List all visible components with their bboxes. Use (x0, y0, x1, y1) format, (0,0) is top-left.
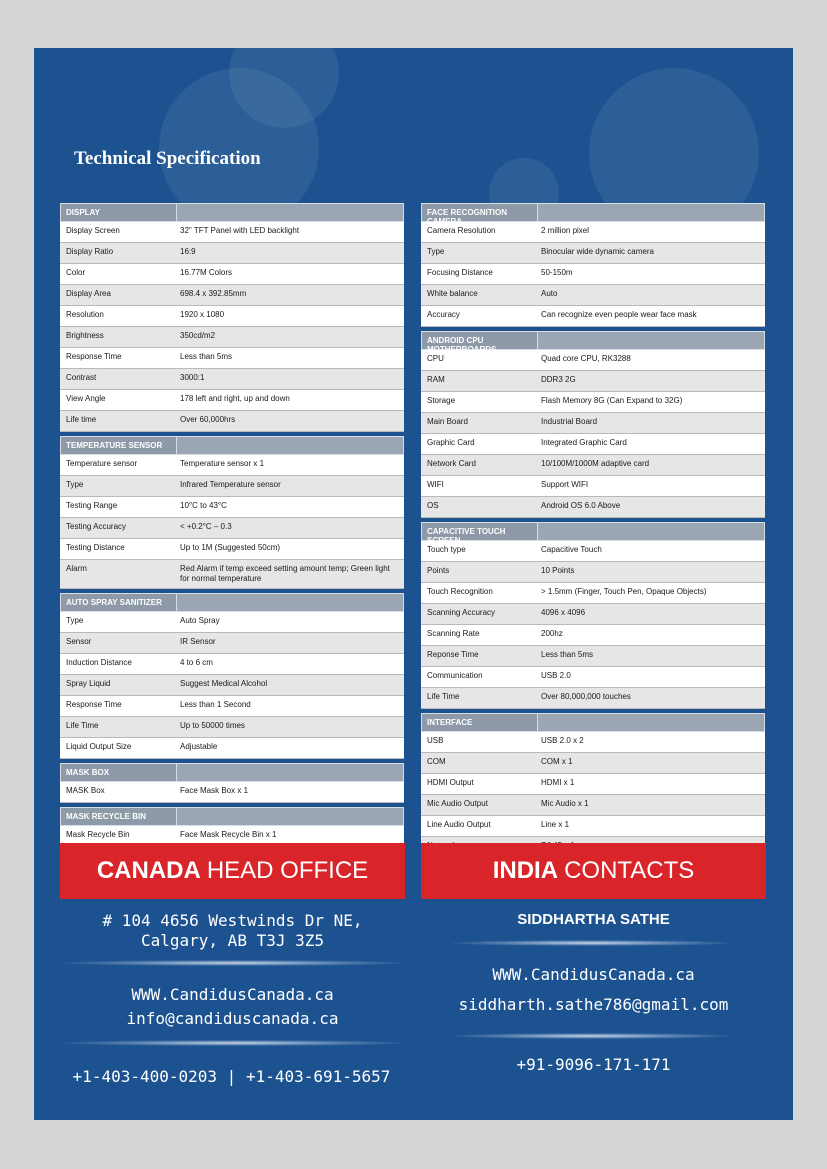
spec-row (60, 633, 404, 654)
spec-value: > 1.5mm (Finger, Touch Pen, Opaque Objects) (541, 587, 707, 596)
spec-value: 3000:1 (180, 373, 205, 382)
spec-value: 178 left and right, up and down (180, 394, 290, 403)
spec-row (421, 562, 765, 583)
spec-value: Face Mask Recycle Bin x 1 (180, 830, 277, 839)
divider-glow (451, 1033, 731, 1039)
section-title: TEMPERATURE SENSOR (61, 437, 177, 454)
spec-label: Response Time (66, 352, 122, 361)
section-header (60, 436, 404, 455)
spec-value: 16:9 (180, 247, 196, 256)
spec-label: Testing Accuracy (66, 522, 127, 531)
spec-value: Adjustable (180, 742, 218, 751)
spec-row (60, 455, 404, 476)
spec-value: 1920 x 1080 (180, 310, 225, 319)
spec-row (421, 285, 765, 306)
spec-label: Response Time (66, 700, 122, 709)
spec-row (421, 222, 765, 243)
spec-label: Testing Distance (66, 543, 125, 552)
spec-label: Mask Recycle Bin (66, 830, 130, 839)
section-title: INTERFACE (422, 714, 538, 731)
canada-address (60, 911, 405, 951)
spec-label: Scanning Accuracy (427, 608, 496, 617)
spec-label: Resolution (66, 310, 104, 319)
spec-value: 16.77M Colors (180, 268, 233, 277)
spec-label: Spray Liquid (66, 679, 111, 688)
spec-section (60, 436, 404, 589)
section-title: FACE RECOGNITION CAMERA (422, 204, 538, 221)
spec-section (421, 522, 765, 709)
spec-label: Points (427, 566, 450, 575)
spec-label: Touch Recognition (427, 587, 493, 596)
spec-value: USB 2.0 x 2 (541, 736, 584, 745)
spec-value: Up to 1M (Suggested 50cm) (180, 543, 281, 552)
spec-row (421, 497, 765, 518)
spec-label: OS (427, 501, 439, 510)
spec-label: CPU (427, 354, 444, 363)
spec-row (421, 795, 765, 816)
spec-label: Reponse Time (427, 650, 479, 659)
india-web-email (421, 960, 766, 1020)
spec-value: Binocular wide dynamic camera (541, 247, 654, 256)
spec-label: MASK Box (66, 786, 105, 795)
spec-row (60, 264, 404, 285)
spec-row (421, 350, 765, 371)
spec-value: 2 million pixel (541, 226, 590, 235)
section-header (60, 807, 404, 826)
spec-label: Touch type (427, 545, 466, 554)
section-title: MASK RECYCLE BIN (61, 808, 177, 825)
spec-row (60, 327, 404, 348)
spec-value: 50-150m (541, 268, 573, 277)
spec-value: Temperature sensor x 1 (180, 459, 265, 468)
spec-section (421, 713, 765, 858)
spec-value: < +0.2°C – 0.3 (180, 522, 232, 531)
spec-row (60, 560, 404, 589)
section-title: AUTO SPRAY SANITIZER (61, 594, 177, 611)
spec-value: Support WIFI (541, 480, 589, 489)
spec-value: Mic Audio x 1 (541, 799, 589, 808)
banner-bold: INDIA (492, 857, 559, 884)
spec-label: Testing Range (66, 501, 118, 510)
section-header (60, 763, 404, 782)
section-header-blank (177, 204, 403, 221)
spec-row (421, 732, 765, 753)
spec-value: Less than 1 Second (180, 700, 251, 709)
spec-row (60, 390, 404, 411)
canada-website-link[interactable]: WWW.CandidusCanada.ca (131, 985, 334, 1004)
spec-row (421, 753, 765, 774)
spec-row (60, 222, 404, 243)
section-title: ANDROID CPU MOTHERBOARDS (422, 332, 538, 349)
spec-label: Line Audio Output (427, 820, 491, 829)
spec-value: Face Mask Box x 1 (180, 786, 249, 795)
spec-row (421, 541, 765, 562)
spec-section (60, 203, 404, 432)
spec-section (60, 807, 404, 847)
spec-value: COM x 1 (541, 757, 573, 766)
spec-value: Industrial Board (541, 417, 598, 426)
spec-row (421, 306, 765, 327)
right-spec-column (421, 203, 765, 862)
canada-phone[interactable]: +1-403-400-0203 | +1-403-691-5657 (72, 1067, 391, 1086)
address-line-2: Calgary, AB T3J 3Z5 (140, 931, 325, 950)
spec-label: COM (427, 757, 446, 766)
spec-label: Color (66, 268, 86, 277)
spec-value: Line x 1 (541, 820, 570, 829)
section-header (421, 203, 765, 226)
spec-value: Less than 5ms (180, 352, 233, 361)
spec-value: IR Sensor (180, 637, 216, 646)
divider-glow (451, 940, 731, 946)
spec-section (60, 763, 404, 803)
spec-row (421, 816, 765, 837)
spec-row (421, 455, 765, 476)
spec-row (60, 717, 404, 738)
spec-row (60, 348, 404, 369)
spec-label: Focusing Distance (427, 268, 493, 277)
spec-label: Alarm (66, 564, 87, 573)
india-email-link[interactable]: siddharth.sathe786@gmail.com (458, 995, 729, 1014)
spec-row (60, 285, 404, 306)
spec-label: Main Board (427, 417, 468, 426)
spec-label: Graphic Card (427, 438, 475, 447)
spec-row (60, 411, 404, 432)
spec-label: Scanning Rate (427, 629, 480, 638)
spec-label: USB (427, 736, 444, 745)
spec-label: Storage (427, 396, 456, 405)
spec-row (60, 306, 404, 327)
spec-section (421, 331, 765, 518)
india-contact-name: SIDDHARTHA SATHE (517, 911, 670, 928)
spec-label: Network Card (427, 459, 476, 468)
spec-row (60, 518, 404, 539)
spec-row (421, 371, 765, 392)
section-title: DISPLAY (61, 204, 177, 221)
spec-row (60, 369, 404, 390)
spec-value: 4096 x 4096 (541, 608, 586, 617)
section-header (421, 331, 765, 354)
spec-row (421, 434, 765, 455)
spec-value: Up to 50000 times (180, 721, 245, 730)
spec-row (60, 476, 404, 497)
spec-label: White balance (427, 289, 478, 298)
spec-value: Flash Memory 8G (Can Expand to 32G) (541, 396, 683, 405)
india-phone[interactable]: +91-9096-171-171 (516, 1055, 671, 1074)
divider-glow (64, 1040, 404, 1046)
spec-row (421, 646, 765, 667)
spec-label: Type (427, 247, 445, 256)
spec-row (421, 688, 765, 709)
section-header-blank (538, 332, 764, 349)
section-title: MASK BOX (61, 764, 177, 781)
spec-row (421, 413, 765, 434)
spec-value: 698.4 x 392.85mm (180, 289, 247, 298)
spec-label: Induction Distance (66, 658, 132, 667)
spec-value: 200hz (541, 629, 563, 638)
section-title: CAPACITIVE TOUCH SCREEN (422, 523, 538, 540)
spec-row (421, 774, 765, 795)
spec-label: Display Area (66, 289, 111, 298)
section-header-blank (538, 714, 764, 731)
spec-value: 32" TFT Panel with LED backlight (180, 226, 300, 235)
spec-label: Life Time (427, 692, 460, 701)
spec-label: Camera Resolution (427, 226, 496, 235)
section-header (60, 593, 404, 612)
spec-value: 10 Points (541, 566, 575, 575)
india-website-link[interactable]: WWW.CandidusCanada.ca (492, 965, 695, 984)
spec-value: Red Alarm if temp exceed setting amount temp; Green light for normal temperature (180, 564, 390, 583)
spec-row (60, 675, 404, 696)
spec-label: Contrast (66, 373, 97, 382)
banner-rest: HEAD OFFICE (206, 857, 369, 884)
spec-value: DDR3 2G (541, 375, 576, 384)
spec-value: Android OS 6.0 Above (541, 501, 621, 510)
spec-row (421, 392, 765, 413)
banner-rest: CONTACTS (564, 857, 695, 884)
section-header-blank (177, 764, 403, 781)
section-header-blank (538, 523, 764, 540)
spec-value: Suggest Medical Alcohol (180, 679, 268, 688)
spec-value: Less than 5ms (541, 650, 594, 659)
section-header (60, 203, 404, 222)
spec-label: Temperature sensor (66, 459, 138, 468)
spec-label: Sensor (66, 637, 92, 646)
page-title: Technical Specification (74, 148, 261, 169)
spec-label: RAM (427, 375, 445, 384)
spec-value: HDMI x 1 (541, 778, 575, 787)
spec-value: Auto (541, 289, 558, 298)
section-header (421, 522, 765, 545)
spec-value: 4 to 6 cm (180, 658, 213, 667)
spec-value: Over 60,000hrs (180, 415, 236, 424)
spec-label: Communication (427, 671, 483, 680)
spec-value: Quad core CPU, RK3288 (541, 354, 631, 363)
india-contacts-banner (421, 843, 766, 899)
spec-row (421, 476, 765, 497)
canada-email-link[interactable]: info@candiduscanada.ca (126, 1009, 339, 1028)
spec-row (60, 612, 404, 633)
spec-label: Type (66, 480, 84, 489)
spec-label: Life time (66, 415, 97, 424)
spec-row (60, 654, 404, 675)
spec-row (60, 738, 404, 759)
spec-row (421, 625, 765, 646)
spec-label: HDMI Output (427, 778, 474, 787)
section-header (421, 713, 765, 732)
spec-label: Accuracy (427, 310, 460, 319)
spec-value: 350cd/m2 (180, 331, 216, 340)
spec-value: 10°C to 43°C (180, 501, 227, 510)
spec-value: Can recognize even people wear face mask (541, 310, 697, 319)
spec-label: Life Time (66, 721, 99, 730)
spec-label: WIFI (427, 480, 444, 489)
spec-section (421, 203, 765, 327)
brochure-sheet (34, 48, 793, 1120)
spec-value: Over 80,000,000 touches (541, 692, 631, 701)
canada-head-office-banner (60, 843, 405, 899)
spec-value: Integrated Graphic Card (541, 438, 627, 447)
left-spec-column (60, 203, 404, 851)
spec-label: Liquid Output Size (66, 742, 132, 751)
section-header-blank (177, 594, 403, 611)
section-header-blank (538, 204, 764, 221)
spec-row (60, 782, 404, 803)
spec-row (60, 497, 404, 518)
spec-row (60, 696, 404, 717)
section-header-blank (177, 437, 403, 454)
banner-bold: CANADA (96, 857, 201, 884)
spec-label: Mic Audio Output (427, 799, 488, 808)
spec-label: Display Ratio (66, 247, 114, 256)
spec-value: Auto Spray (180, 616, 220, 625)
divider-glow (64, 960, 404, 966)
spec-label: Type (66, 616, 84, 625)
spec-row (421, 604, 765, 625)
section-header-blank (177, 808, 403, 825)
spec-label: View Angle (66, 394, 106, 403)
canada-web-email (60, 983, 405, 1031)
spec-row (421, 667, 765, 688)
spec-row (60, 539, 404, 560)
spec-row (421, 264, 765, 285)
spec-row (421, 583, 765, 604)
address-line-1: # 104 4656 Westwinds Dr NE, (102, 911, 363, 930)
spec-label: Brightness (66, 331, 104, 340)
spec-label: Display Screen (66, 226, 120, 235)
spec-section (60, 593, 404, 759)
spec-value: 10/100M/1000M adaptive card (541, 459, 650, 468)
spec-value: Capacitive Touch (541, 545, 602, 554)
spec-value: Infrared Temperature sensor (180, 480, 281, 489)
spec-value: USB 2.0 (541, 671, 571, 680)
spec-row (60, 243, 404, 264)
spec-row (421, 243, 765, 264)
